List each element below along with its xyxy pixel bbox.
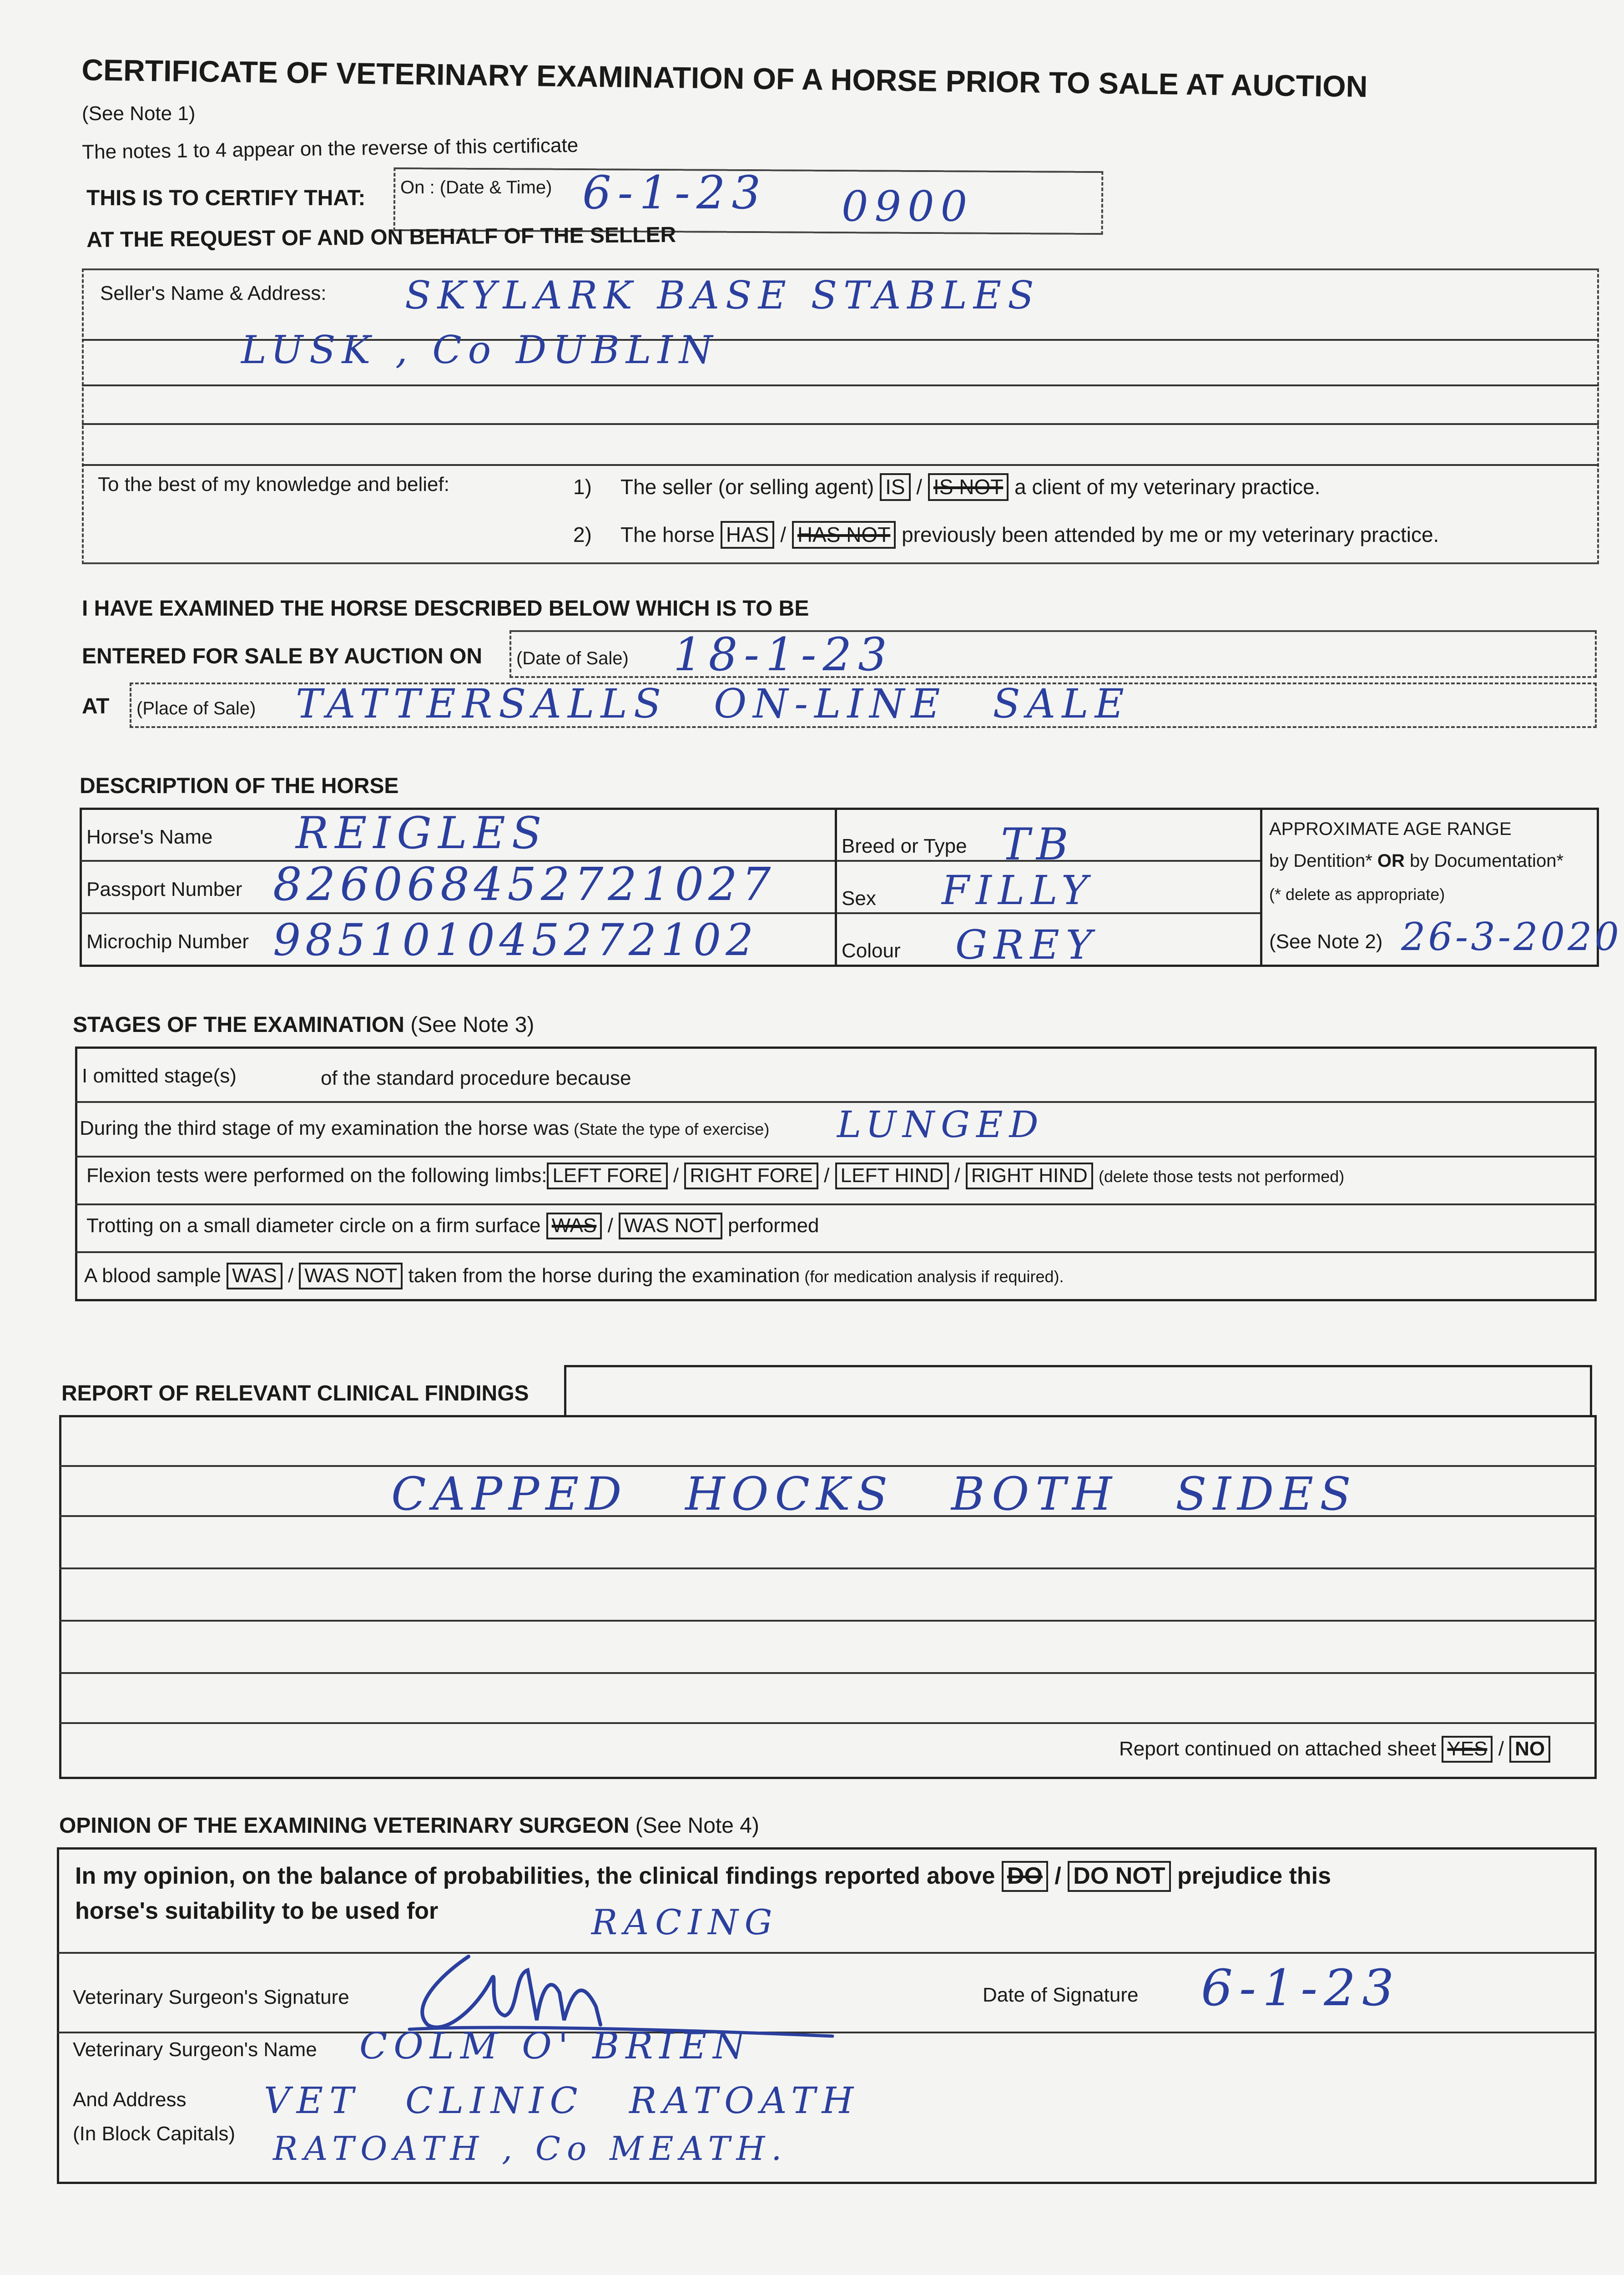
surgeon-name-value: COLM O' BRIEN [359, 2025, 751, 2067]
report-heading-box [564, 1365, 1592, 1417]
horse-name-label: Horse's Name [86, 826, 213, 848]
flexion-slash-1: / [673, 1164, 679, 1187]
flexion-row [86, 1163, 1344, 1189]
opinion-heading-text: OPINION OF THE EXAMINING VETERINARY SURGEON [59, 1814, 630, 1838]
opinion-line1-text: In my opinion, on the balance of probabilities, the clinical findings reported above [75, 1863, 995, 1889]
surgeon-name-label: Veterinary Surgeon's Name [73, 2038, 317, 2061]
seller-label: Seller's Name & Address: [100, 282, 327, 304]
item2-slash: / [780, 523, 787, 546]
flexion-left-hind[interactable]: LEFT HIND [835, 1163, 949, 1189]
report-line-3 [59, 1567, 1597, 1569]
third-stage-label [80, 1117, 769, 1140]
third-stage-text: During the third stage of my examination the horse was [80, 1117, 570, 1139]
signature-label: Veterinary Surgeon's Signature [73, 1986, 349, 2008]
blood-row [84, 1263, 1064, 1289]
certificate-title: CERTIFICATE OF VETERINARY EXAMINATION OF A HORSE PRIOR TO SALE AT AUCTION [81, 52, 1368, 103]
trot-row [86, 1213, 819, 1239]
blood-slash: / [287, 1264, 294, 1287]
date-signature-value: 6-1-23 [1201, 1959, 1401, 2017]
stages-line-3 [75, 1203, 1597, 1205]
desc-col-line-2 [1260, 808, 1262, 967]
flexion-slash-3: / [954, 1164, 960, 1187]
surgeon-address-line1: VET CLINIC RATOATH [264, 2079, 860, 2122]
age-by-dentition: by Dentition* [1269, 851, 1377, 871]
horse-has-not-option[interactable]: HAS NOT [792, 521, 896, 549]
passport-label: Passport Number [86, 878, 242, 900]
notes-line: The notes 1 to 4 appear on the reverse of this certificate [82, 134, 579, 163]
blood-was-not-option[interactable]: WAS NOT [299, 1263, 403, 1289]
item1-post: a client of my veterinary practice. [1014, 475, 1321, 499]
opinion-statement [75, 1861, 1331, 1892]
report-continued-yes[interactable]: YES [1442, 1736, 1493, 1763]
desc-col-line-1 [835, 808, 837, 967]
seller-line-4 [82, 464, 1599, 466]
age-see-note-2: (See Note 2) [1269, 930, 1383, 953]
age-or: OR [1377, 851, 1405, 871]
sex-label: Sex [842, 887, 876, 910]
seller-address-value: LUSK , Co DUBLIN [241, 328, 719, 372]
trot-was-option[interactable]: WAS [546, 1213, 602, 1239]
flexion-note: (delete those tests not performed) [1098, 1167, 1345, 1186]
item2-post: previously been attended by me or my veterinary practice. [902, 523, 1439, 546]
microchip-value: 985101045272102 [273, 915, 758, 966]
third-stage-value: LUNGED [837, 1103, 1045, 1146]
opinion-line2: horse's suitability to be used for [75, 1898, 439, 1924]
report-continued-label: Report continued on attached sheet [1119, 1738, 1437, 1760]
flexion-left-fore[interactable]: LEFT FORE [547, 1163, 667, 1189]
opinion-heading [59, 1813, 759, 1838]
knowledge-item-1 [573, 473, 1320, 501]
flexion-slash-2: / [824, 1164, 830, 1187]
request-line: AT THE REQUEST OF AND ON BEHALF OF THE SELLER [86, 222, 676, 252]
blood-note: (for medication analysis if required). [800, 1267, 1064, 1286]
item2-number: 2) [573, 523, 592, 546]
stages-heading-text: STAGES OF THE EXAMINATION [73, 1013, 404, 1037]
item1-number: 1) [573, 475, 592, 499]
item1-text: The seller (or selling agent) [620, 475, 874, 499]
horse-has-option[interactable]: HAS [721, 521, 775, 549]
sale-place-label: (Place of Sale) [136, 698, 256, 718]
report-line-1 [59, 1465, 1597, 1467]
description-heading: DESCRIPTION OF THE HORSE [80, 774, 399, 798]
report-continued-no[interactable]: NO [1509, 1736, 1550, 1763]
seller-is-not-option[interactable]: IS NOT [928, 473, 1009, 501]
passport-value: 826068452721027 [273, 858, 776, 911]
item1-slash: / [916, 475, 923, 499]
trot-post: performed [727, 1214, 819, 1237]
knowledge-label: To the best of my knowledge and belief: [98, 473, 449, 495]
clinical-finding-value: CAPPED HOCKS BOTH SIDES [391, 1467, 1357, 1521]
blood-post: taken from the horse during the examination [408, 1264, 800, 1287]
blood-label: A blood sample [84, 1264, 221, 1287]
seller-name-value: SKYLARK BASE STABLES [405, 273, 1040, 318]
age-value: 26-3-2020 [1401, 915, 1622, 959]
exam-date-value: 6-1-23 [582, 166, 767, 219]
address-caption: (In Block Capitals) [73, 2123, 236, 2145]
age-range-title: APPROXIMATE AGE RANGE [1269, 819, 1512, 839]
seller-is-option[interactable]: IS [880, 473, 910, 501]
report-slash: / [1498, 1738, 1504, 1760]
seller-line-2 [82, 384, 1599, 386]
stages-line-2 [75, 1156, 1597, 1158]
sale-date-value: 18-1-23 [673, 628, 893, 681]
age-by-documentation: by Documentation* [1404, 851, 1564, 871]
colour-value: GREY [955, 921, 1099, 968]
trot-was-not-option[interactable]: WAS NOT [619, 1213, 722, 1239]
trot-label: Trotting on a small diameter circle on a firm surface [86, 1214, 541, 1237]
report-line-4 [59, 1620, 1597, 1622]
entered-line: ENTERED FOR SALE BY AUCTION ON [82, 644, 483, 668]
colour-label: Colour [842, 940, 901, 962]
flexion-right-fore[interactable]: RIGHT FORE [684, 1163, 818, 1189]
report-heading: REPORT OF RELEVANT CLINICAL FINDINGS [61, 1381, 529, 1405]
opinion-do-option[interactable]: DO [1002, 1861, 1048, 1892]
opinion-use-value: RACING [591, 1902, 779, 1942]
age-range-by [1269, 851, 1563, 871]
blood-was-option[interactable]: WAS [227, 1263, 282, 1289]
at-label: AT [82, 694, 110, 718]
date-signature-label: Date of Signature [983, 1984, 1139, 2006]
exam-time-value: 0900 [842, 182, 974, 231]
stages-line-1 [75, 1101, 1597, 1103]
stages-line-4 [75, 1251, 1597, 1253]
certify-label: THIS IS TO CERTIFY THAT: [86, 186, 366, 210]
surgeon-address-line2: RATOATH , Co MEATH. [273, 2129, 788, 2168]
microchip-label: Microchip Number [86, 930, 249, 953]
opinion-heading-note: (See Note 4) [629, 1814, 759, 1838]
third-stage-note: (State the type of exercise) [569, 1120, 770, 1138]
stages-heading-note: (See Note 3) [404, 1013, 535, 1037]
report-continued-row [1119, 1736, 1550, 1763]
horse-name-value: REIGLES [296, 808, 548, 859]
flexion-label: Flexion tests were performed on the following limbs: [86, 1164, 547, 1187]
examined-line: I HAVE EXAMINED THE HORSE DESCRIBED BELOW WHICH IS TO BE [82, 597, 809, 621]
sale-date-label: (Date of Sale) [516, 648, 629, 668]
breed-value: TB [1001, 819, 1075, 870]
on-date-time-label: On : (Date & Time) [400, 177, 552, 197]
trot-slash: / [607, 1214, 613, 1237]
report-line-6 [59, 1722, 1597, 1724]
seller-line-3 [82, 423, 1599, 425]
knowledge-item-2 [573, 521, 1439, 549]
see-note-1: (See Note 1) [82, 102, 196, 125]
sex-value: FILLY [942, 867, 1094, 914]
opinion-slash: / [1054, 1863, 1061, 1889]
opinion-line1-end: prejudice this [1177, 1863, 1331, 1889]
omitted-label: I omitted stage(s) [82, 1065, 237, 1087]
report-line-5 [59, 1672, 1597, 1674]
item2-text: The horse [620, 523, 715, 546]
flexion-right-hind[interactable]: RIGHT HIND [966, 1163, 1093, 1189]
omitted-label-2: of the standard procedure because [321, 1067, 631, 1089]
age-delete-note: (* delete as appropriate) [1269, 885, 1445, 904]
breed-label: Breed or Type [842, 835, 967, 857]
stages-heading [73, 1012, 534, 1037]
address-label: And Address [73, 2088, 187, 2111]
opinion-do-not-option[interactable]: DO NOT [1068, 1861, 1170, 1892]
sale-place-value: TATTERSALLS ON-LINE SALE [296, 680, 1130, 727]
sale-date-box [509, 630, 1597, 678]
